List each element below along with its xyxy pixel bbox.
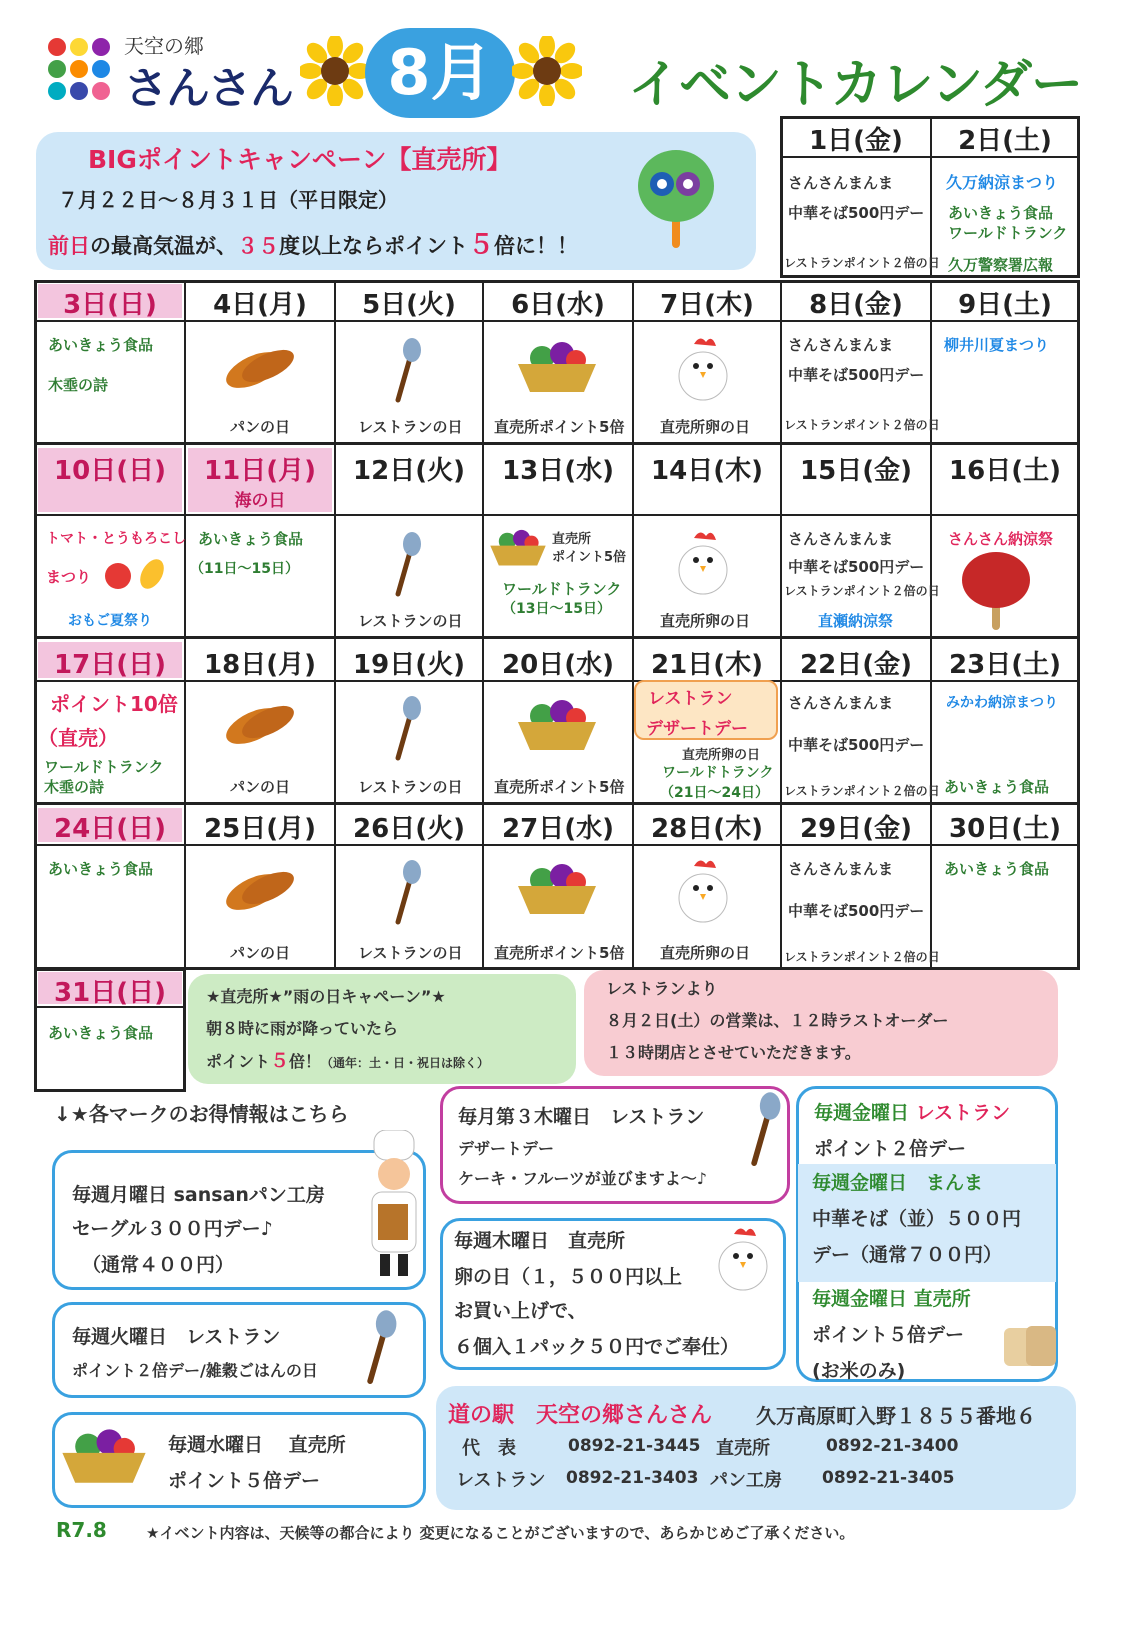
event-text: 直売所卵の日 bbox=[660, 612, 751, 630]
notice-line-2: １３時閉店とさせていただきます。 bbox=[606, 1043, 861, 1062]
legend-text: デー（通常７００円） bbox=[812, 1244, 1003, 1266]
legend-text: 毎週金曜日 直売所 bbox=[812, 1288, 971, 1310]
day-header-28: 28日(木) bbox=[651, 814, 763, 844]
event-text: ワールドトランク bbox=[948, 224, 1068, 242]
day-header-12: 12日(火) bbox=[353, 456, 465, 486]
day-header-3: 3日(日) bbox=[63, 290, 157, 320]
phone-number: 0892-21-3400 bbox=[826, 1436, 959, 1456]
event-text: （11日～15日） bbox=[190, 561, 299, 577]
event-text: さんさんまんま bbox=[788, 174, 894, 192]
legend-text: ポイント５倍デー bbox=[812, 1324, 965, 1346]
event-text: おもご夏祭り bbox=[68, 613, 152, 629]
legend-text: 毎週火曜日 レストラン bbox=[72, 1326, 281, 1348]
event-text: レストランの日 bbox=[358, 944, 463, 962]
event-text: 中華そば500円デー bbox=[788, 736, 925, 754]
event-text: さんさんまんま bbox=[788, 530, 894, 548]
event-text: 直売所ポイント5倍 bbox=[494, 778, 625, 796]
event-text: レストランポイント２倍の日 bbox=[784, 418, 940, 432]
phone-number: 0892-21-3445 bbox=[568, 1436, 701, 1456]
event-text: パンの日 bbox=[230, 944, 291, 962]
event-text: （直売） bbox=[38, 726, 118, 750]
day-header-25: 25日(月) bbox=[204, 814, 316, 844]
page-title: イベントカレンダー bbox=[628, 55, 1083, 115]
day-header-7: 7日(木) bbox=[660, 290, 754, 320]
legend-text: ポイント５倍デー bbox=[168, 1470, 321, 1492]
event-text: 柳井川夏まつり bbox=[944, 336, 1050, 354]
day-header-14: 14日(木) bbox=[651, 456, 763, 486]
chicken-icon bbox=[710, 1220, 776, 1294]
logo-small-text: 天空の郷 bbox=[124, 34, 204, 58]
tomato-corn-icon bbox=[100, 556, 176, 592]
event-text: レストランの日 bbox=[358, 778, 463, 796]
event-text: さんさんまんま bbox=[788, 694, 894, 712]
event-text: 中華そば500円デー bbox=[788, 366, 925, 384]
phone-number: 0892-21-3405 bbox=[822, 1468, 955, 1488]
event-text: ワールドトランク bbox=[502, 580, 622, 598]
phone-label: レストラン bbox=[456, 1470, 546, 1491]
legend-text: ポイント２倍デー/雑穀ごはんの日 bbox=[72, 1361, 318, 1380]
legend-text: 卵の日（１，５００円以上 bbox=[454, 1266, 683, 1288]
legend-text: 毎週木曜日 直売所 bbox=[454, 1230, 626, 1252]
event-text: 直売所 bbox=[552, 532, 592, 547]
event-text: 直売所卵の日 bbox=[660, 944, 751, 962]
spoon-icon bbox=[384, 530, 424, 600]
legend-text: ポイント２倍デー bbox=[814, 1138, 967, 1160]
day-header-17: 17日(日) bbox=[54, 650, 166, 680]
month-badge: 8月 bbox=[365, 28, 515, 118]
legend-text: ケーキ・フルーツが並びますよ～♪ bbox=[458, 1169, 707, 1188]
day-header-23: 23日(土) bbox=[949, 650, 1061, 680]
campaign-title: BIGポイントキャンペーン【直売所】 bbox=[88, 145, 512, 174]
station-name: 道の駅 天空の郷さんさん bbox=[448, 1403, 713, 1428]
rain-line-2: ポイント５倍！（通年：土・日・祝日は除く） bbox=[206, 1050, 490, 1072]
legend-text: 毎月第３木曜日 レストラン bbox=[458, 1106, 705, 1128]
event-text: あいきょう食品 bbox=[48, 860, 154, 878]
event-text: 中華そば500円デー bbox=[788, 558, 925, 576]
event-text: まつり bbox=[46, 568, 92, 586]
legend-text: 毎週金曜日 まんま bbox=[812, 1172, 984, 1194]
event-text: さんさんまんま bbox=[788, 860, 894, 878]
day-header-29: 29日(金) bbox=[800, 814, 912, 844]
event-text: 直売所卵の日 bbox=[660, 418, 751, 436]
day-header-9: 9日(土) bbox=[958, 290, 1052, 320]
legend-text: 毎週月曜日 sansanパン工房 bbox=[72, 1184, 325, 1206]
event-text: 直売所ポイント5倍 bbox=[494, 418, 625, 436]
legend-text: セーグル３００円デー♪ bbox=[72, 1218, 273, 1240]
campaign-rule: 前日の最高気温が、３５度以上ならポイント５倍に！！ bbox=[48, 230, 579, 260]
event-text: レストランポイント２倍の日 bbox=[784, 256, 940, 270]
event-text: あいきょう食品 bbox=[944, 778, 1050, 796]
baker-icon bbox=[360, 1130, 426, 1280]
legend-heading: ↓★各マークのお得情報はこちら bbox=[54, 1102, 349, 1126]
vegetable-basket-icon bbox=[512, 336, 602, 396]
event-text: レストランポイント２倍の日 bbox=[784, 584, 940, 598]
event-text: レストランポイント２倍の日 bbox=[784, 950, 940, 964]
chicken-icon bbox=[670, 852, 736, 926]
day-header-22: 22日(金) bbox=[800, 650, 912, 680]
day-header-2: 2日(土) bbox=[958, 126, 1052, 156]
event-text: ワールドトランク bbox=[44, 758, 164, 776]
vegetable-basket-icon bbox=[486, 522, 550, 572]
vegetable-basket-icon bbox=[512, 694, 602, 754]
phone-label: 代 表 bbox=[462, 1438, 516, 1459]
vegetable-basket-icon bbox=[56, 1420, 152, 1490]
logo-text: さんさん bbox=[124, 63, 292, 114]
event-text: 久万警察署広報 bbox=[948, 256, 1054, 274]
holiday-label: 海の日 bbox=[234, 491, 286, 511]
day-header-1: 1日(金) bbox=[809, 126, 903, 156]
day-header-16: 16日(土) bbox=[949, 456, 1061, 486]
event-text: 久万納涼まつり bbox=[946, 173, 1059, 192]
event-text: レストランの日 bbox=[358, 418, 463, 436]
legend-text: 中華そば（並）５００円 bbox=[812, 1208, 1022, 1230]
legend-text: （通常４００円） bbox=[82, 1254, 235, 1276]
event-text: あいきょう食品 bbox=[198, 530, 304, 548]
event-text: みかわ納涼まつり bbox=[946, 695, 1058, 711]
event-text: レストラン bbox=[648, 689, 733, 709]
spoon-icon bbox=[384, 694, 424, 764]
day-header-26: 26日(火) bbox=[353, 814, 465, 844]
sunflower-icon bbox=[512, 36, 582, 106]
day-header-11: 11日(月) bbox=[204, 456, 316, 486]
event-text: ポイント10倍 bbox=[50, 692, 178, 716]
day-header-5: 5日(火) bbox=[362, 290, 456, 320]
sunflower-icon bbox=[300, 36, 370, 106]
legend-text: (お米のみ) bbox=[812, 1360, 906, 1382]
event-text: 直瀬納涼祭 bbox=[818, 612, 894, 630]
bread-icon bbox=[220, 858, 300, 918]
legend-text: ６個入１パック５０円でご奉仕） bbox=[454, 1336, 740, 1358]
chicken-icon bbox=[670, 330, 736, 404]
event-text: レストランポイント２倍の日 bbox=[784, 784, 940, 798]
event-text: 直売所ポイント5倍 bbox=[494, 944, 625, 962]
vegetable-basket-icon bbox=[512, 858, 602, 918]
day-header-10: 10日(日) bbox=[54, 456, 166, 486]
day-header-15: 15日(金) bbox=[800, 456, 912, 486]
uchiwa-fan-icon bbox=[636, 146, 716, 250]
day-header-4: 4日(月) bbox=[213, 290, 307, 320]
rice-bag-icon bbox=[1000, 1320, 1060, 1370]
day-header-19: 19日(火) bbox=[353, 650, 465, 680]
day-header-18: 18日(月) bbox=[204, 650, 316, 680]
day-header-13: 13日(水) bbox=[502, 456, 614, 486]
day-header-21: 21日(木) bbox=[651, 650, 763, 680]
event-text: あいきょう食品 bbox=[948, 204, 1054, 222]
event-text: デザートデー bbox=[646, 719, 748, 739]
event-text: さんさんまんま bbox=[788, 336, 894, 354]
event-text: パンの日 bbox=[230, 418, 291, 436]
station-address: 久万高原町入野１８５５番地６ bbox=[756, 1404, 1036, 1428]
event-text: （21日～24日） bbox=[660, 785, 769, 801]
phone-label: 直売所 bbox=[716, 1438, 770, 1459]
day-header-6: 6日(水) bbox=[511, 290, 605, 320]
spoon-icon bbox=[352, 1308, 402, 1388]
event-text: あいきょう食品 bbox=[48, 336, 154, 354]
red-fan-icon bbox=[958, 550, 1034, 632]
event-text: さんさん納涼祭 bbox=[948, 530, 1054, 548]
event-text: 木埀の詩 bbox=[48, 376, 109, 394]
spoon-icon bbox=[384, 858, 424, 928]
event-text: あいきょう食品 bbox=[48, 1024, 154, 1042]
spoon-icon bbox=[736, 1090, 786, 1170]
legend-text: デザートデー bbox=[458, 1139, 555, 1158]
event-text: パンの日 bbox=[230, 778, 291, 796]
phone-label: パン工房 bbox=[710, 1470, 782, 1491]
rain-title: ★直売所★”雨の日キャペーン”★ bbox=[206, 987, 446, 1006]
day-header-8: 8日(金) bbox=[809, 290, 903, 320]
legend-text: お買い上げで、 bbox=[454, 1300, 587, 1322]
event-text: トマト・とうもろこし bbox=[46, 531, 186, 547]
day-header-24: 24日(日) bbox=[54, 814, 166, 844]
day-header-20: 20日(水) bbox=[502, 650, 614, 680]
campaign-period: ７月２２日～８月３１日（平日限定） bbox=[58, 188, 398, 212]
event-text: 木埀の詩 bbox=[44, 778, 105, 796]
event-text: ワールドトランク bbox=[662, 765, 774, 781]
event-text: （13日～15日） bbox=[502, 601, 611, 617]
event-text: あいきょう食品 bbox=[944, 860, 1050, 878]
spoon-icon bbox=[384, 336, 424, 406]
day-header-27: 27日(水) bbox=[502, 814, 614, 844]
bread-icon bbox=[220, 336, 300, 396]
phone-number: 0892-21-3403 bbox=[566, 1468, 699, 1488]
legend-text: 毎週水曜日 直売所 bbox=[168, 1434, 346, 1456]
day-header-30: 30日(土) bbox=[949, 814, 1061, 844]
logo-dots bbox=[48, 32, 118, 98]
chicken-icon bbox=[670, 524, 736, 598]
footer-code: R7.8 bbox=[56, 1518, 107, 1542]
rain-line-1: 朝８時に雨が降っていたら bbox=[206, 1019, 399, 1038]
bread-icon bbox=[220, 692, 300, 752]
event-text: 直売所卵の日 bbox=[682, 748, 761, 763]
event-text: レストランの日 bbox=[358, 612, 463, 630]
event-text: 中華そば500円デー bbox=[788, 204, 925, 222]
footer-note: ★イベント内容は、天候等の都合により 変更になることがございますので、あらかじめご了承ください。 bbox=[146, 1524, 855, 1542]
event-text: ポイント5倍 bbox=[552, 550, 627, 565]
legend-text: 毎週金曜日 レストラン bbox=[814, 1102, 1011, 1124]
notice-line-1: ８月２日(土）の営業は、１２時ラストオーダー bbox=[606, 1011, 949, 1030]
notice-title: レストランより bbox=[606, 979, 718, 998]
event-text: 中華そば500円デー bbox=[788, 902, 925, 920]
day-header-31: 31日(日) bbox=[54, 978, 166, 1008]
